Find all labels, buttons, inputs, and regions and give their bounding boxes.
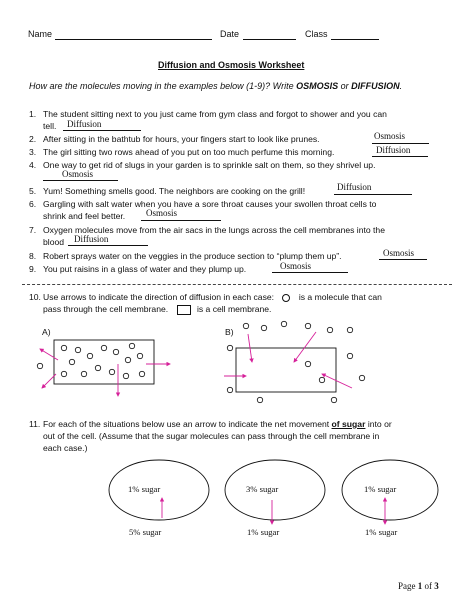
question-text: Yum! Something smells good. The neighbors are cooking on the grill! xyxy=(43,186,306,196)
diffusion-arrows xyxy=(40,349,170,396)
molecule xyxy=(137,353,142,358)
molecule xyxy=(61,371,66,376)
answer-line xyxy=(372,143,429,144)
question-number: 11. xyxy=(29,419,41,429)
molecule xyxy=(61,345,66,350)
date-label: Date xyxy=(220,29,240,39)
outside-concentration: 1% sugar xyxy=(247,527,280,537)
diffusion-diagram-a xyxy=(28,324,228,404)
arrow xyxy=(40,349,58,360)
molecule xyxy=(227,387,232,392)
molecule-key-icon xyxy=(282,294,290,302)
answer-text[interactable]: Osmosis xyxy=(146,208,178,218)
answer-line xyxy=(334,194,412,195)
question-text: out of the cell. (Assume that the sugar molecules can pass through the cell membrane in xyxy=(43,431,380,441)
question-text: For each of the situations below use an arrow to indicate the net movement of sugar into or xyxy=(43,419,392,429)
answer-text[interactable]: Diffusion xyxy=(376,145,411,155)
molecule xyxy=(69,359,74,364)
question-number: 9. xyxy=(29,264,37,274)
diagram-a-label: A) xyxy=(42,327,51,337)
molecule xyxy=(359,375,364,380)
molecule xyxy=(281,321,286,326)
inside-concentration: 3% sugar xyxy=(246,484,279,494)
molecule xyxy=(261,325,266,330)
class-line[interactable] xyxy=(331,39,379,40)
question-number: 10. xyxy=(29,292,41,302)
arrow xyxy=(322,374,352,388)
question-text: Robert sprays water on the veggies in the produce section to “plump them up”. xyxy=(43,251,342,261)
answer-text[interactable]: Diffusion xyxy=(74,234,109,244)
question-text: Use arrows to indicate the direction of diffusion in each case: is a molecule that can xyxy=(43,292,382,302)
molecule xyxy=(243,323,248,328)
question-text: Oxygen molecules move from the air sacs in the lungs across the cell membranes into the xyxy=(43,225,385,235)
date-line[interactable] xyxy=(243,39,296,40)
answer-text[interactable]: Osmosis xyxy=(62,169,94,179)
molecule xyxy=(123,373,128,378)
question-number: 5. xyxy=(29,186,37,196)
inside-concentration: 1% sugar xyxy=(128,484,161,494)
question-number: 4. xyxy=(29,160,37,170)
answer-line xyxy=(272,272,348,273)
molecule xyxy=(347,353,352,358)
question-number: 1. xyxy=(29,109,37,119)
molecule xyxy=(319,377,324,382)
class-label: Class xyxy=(305,29,328,39)
molecules xyxy=(227,321,364,402)
answer-text[interactable]: Osmosis xyxy=(280,261,312,271)
question-text: shrink and feel better. xyxy=(43,211,126,221)
molecule xyxy=(95,365,100,370)
question-number: 2. xyxy=(29,134,37,144)
instructions: How are the molecules moving in the examples below (1-9)? Write OSMOSIS or DIFFUSION. xyxy=(29,81,403,91)
outside-concentration: 1% sugar xyxy=(365,527,398,537)
molecule xyxy=(125,357,130,362)
molecule xyxy=(75,347,80,352)
answer-line xyxy=(43,180,118,181)
molecule xyxy=(227,345,232,350)
arrow xyxy=(294,332,316,362)
membrane-key-icon xyxy=(177,305,191,315)
question-number: 7. xyxy=(29,225,37,235)
answer-text[interactable]: Diffusion xyxy=(337,182,372,192)
molecule xyxy=(113,349,118,354)
answer-line xyxy=(68,245,148,246)
question-number: 6. xyxy=(29,199,37,209)
question-text: tell. xyxy=(43,121,57,131)
question-text: Gargling with salt water when you have a sore throat causes your swollen throat cells to xyxy=(43,199,377,209)
molecule xyxy=(305,323,310,328)
question-text: The girl sitting two rows ahead of you put on too much perfume this morning. xyxy=(43,147,335,157)
answer-text[interactable]: Osmosis xyxy=(374,131,406,141)
question-text: blood xyxy=(43,237,65,247)
molecule xyxy=(347,327,352,332)
diffusion-arrows xyxy=(224,332,352,388)
answer-line xyxy=(63,130,141,131)
answer-text[interactable]: Diffusion xyxy=(67,119,102,129)
molecule xyxy=(257,397,262,402)
question-number: 3. xyxy=(29,147,37,157)
answer-line xyxy=(372,156,428,157)
name-label: Name xyxy=(28,29,53,39)
molecule xyxy=(327,327,332,332)
molecules xyxy=(37,343,144,378)
question-text: each case.) xyxy=(43,443,88,453)
molecule xyxy=(331,397,336,402)
diffusion-diagram-b xyxy=(212,318,412,408)
molecule xyxy=(87,353,92,358)
question-text: You put raisins in a glass of water and they plump up. xyxy=(43,264,247,274)
outside-concentration: 5% sugar xyxy=(129,527,162,537)
diagram-b-label: B) xyxy=(225,327,234,337)
molecule xyxy=(37,363,42,368)
molecule xyxy=(109,369,114,374)
question-text: One way to get rid of slugs in your garden is to sprinkle salt on them, so they shrivel up. xyxy=(43,160,376,170)
molecule xyxy=(81,371,86,376)
answer-line xyxy=(141,220,221,221)
molecule xyxy=(139,371,144,376)
question-text: pass through the cell membrane. is a cell membrane. xyxy=(43,304,272,314)
inside-concentration: 1% sugar xyxy=(364,484,397,494)
question-number: 8. xyxy=(29,251,37,261)
page-number: Page 1 of 3 xyxy=(398,581,439,591)
molecule xyxy=(101,345,106,350)
answer-text[interactable]: Osmosis xyxy=(383,248,415,258)
answer-line xyxy=(379,259,427,260)
page-title: Diffusion and Osmosis Worksheet xyxy=(158,60,305,70)
molecule xyxy=(305,361,310,366)
molecule xyxy=(129,343,134,348)
question-text: After sitting in the bathtub for hours, your fingers start to look like prunes. xyxy=(43,134,320,144)
name-line[interactable] xyxy=(55,39,212,40)
question-text: The student sitting next to you just came from gym class and forgot to shower and you can xyxy=(43,109,387,119)
section-divider xyxy=(22,284,452,285)
